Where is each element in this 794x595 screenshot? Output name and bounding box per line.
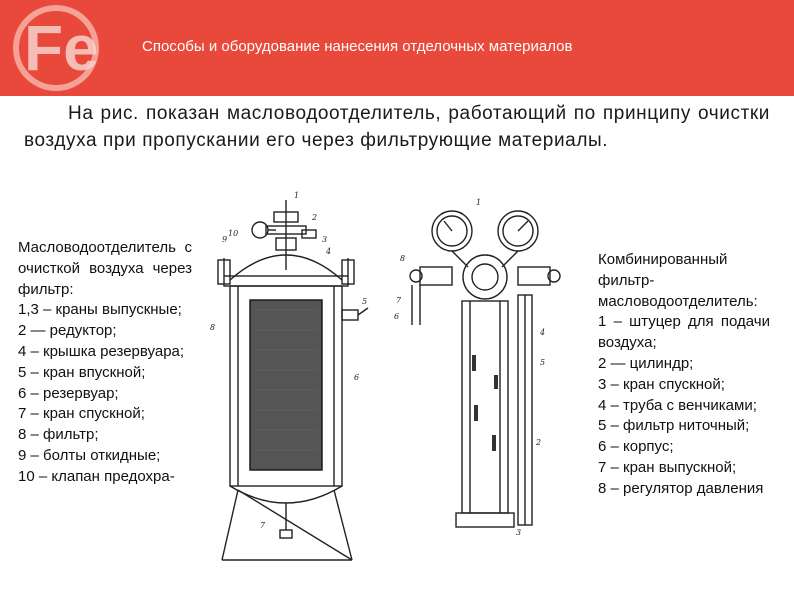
left-caption-item: 7 – кран спускной;	[18, 405, 145, 423]
left-caption-item: 9 – болты откидные;	[18, 446, 161, 464]
fig-right-label: 3	[516, 528, 522, 537]
fig-left-label: 1	[294, 191, 300, 200]
fig-right-label: 8	[400, 254, 406, 263]
right-caption-item: 2 — цилиндр;	[598, 354, 694, 372]
fig-left-label: 9	[222, 235, 228, 244]
left-caption-item: 5 – кран впускной;	[18, 363, 146, 381]
slide-title: Способы и оборудование нанесения отделочных материалов	[142, 38, 573, 55]
right-caption-item: 4 – труба с венчиками;	[598, 396, 757, 414]
header-bar	[0, 0, 794, 96]
left-caption-item: 6 – резервуар;	[18, 384, 119, 402]
fig-left-label: 2	[312, 213, 318, 222]
left-caption-item: 4 – крышка резервуара;	[18, 342, 185, 360]
combined-filter-drawing	[390, 195, 590, 545]
right-caption-item: 8 – регулятор давления	[598, 479, 764, 497]
fig-left-label: 7	[260, 521, 266, 530]
left-caption-item: 8 – фильтр;	[18, 426, 99, 444]
right-caption-title: Комбинированный фильтр-масловодоотделитель:	[598, 251, 758, 310]
intro-text: На рис. показан масловодоотделитель, работающий по принципу очистки воздуха при пропускании его через фильтрующие материалы.	[24, 103, 770, 151]
fig-right-label: 4	[540, 328, 546, 337]
fig-left-label: 6	[354, 373, 360, 382]
right-caption-item: 5 – фильтр ниточный;	[598, 417, 750, 435]
right-caption-item: 7 – кран выпускной;	[598, 458, 737, 476]
logo	[6, 4, 106, 92]
fig-left-label: 8	[210, 323, 216, 332]
left-caption-item: 10 – клапан предохра-	[18, 467, 175, 485]
fig-right-label: 2	[536, 438, 542, 447]
fig-right-label: 7	[396, 296, 402, 305]
right-caption-item: 1 – штуцер для подачи воздуха;	[598, 313, 770, 352]
logo-text: Fe	[24, 12, 99, 84]
fig-left-label: 5	[362, 297, 368, 306]
left-caption	[18, 238, 192, 488]
intro-paragraph	[24, 100, 770, 154]
fig-left-label: 4	[326, 247, 332, 256]
fig-right-label: 6	[394, 312, 400, 321]
fig-right-label: 1	[476, 198, 482, 207]
left-caption-item: 1,3 – краны выпускные;	[18, 301, 182, 319]
fig-left-label: 10	[228, 229, 239, 238]
left-caption-item: 2 — редуктор;	[18, 322, 117, 340]
right-caption	[598, 250, 770, 500]
fig-left-label: 3	[322, 235, 328, 244]
oil-water-separator-drawing	[202, 190, 372, 590]
left-caption-title: Масловодоотделитель с очисткой воздуха через фильтр:	[18, 239, 192, 298]
right-caption-item: 6 – корпус;	[598, 438, 674, 456]
fig-right-label: 5	[540, 358, 546, 367]
right-caption-item: 3 – кран спускной;	[598, 375, 725, 393]
